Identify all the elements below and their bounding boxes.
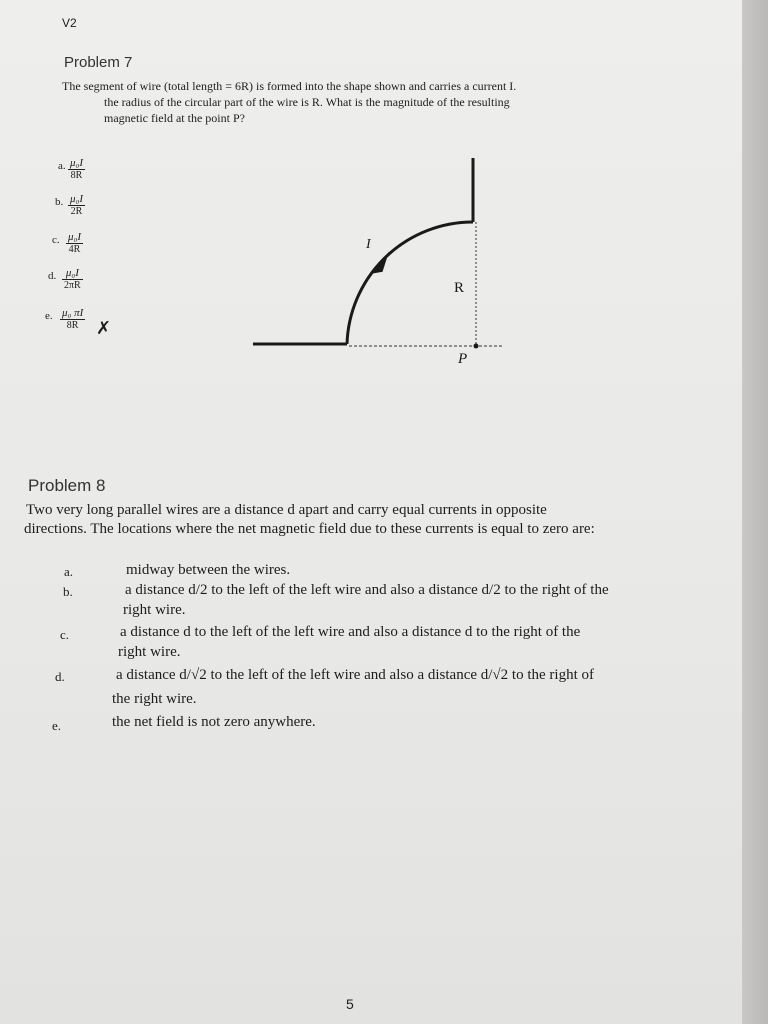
choice-e-fraction	[60, 307, 85, 331]
point-p-dot	[474, 344, 479, 349]
page-stack-edge	[742, 0, 768, 1024]
wire-shape-figure	[250, 150, 510, 380]
wire-path	[253, 158, 473, 344]
option-d-text-line-1: a distance d/√2 to the left of the left wire and also a distance d/√2 to the right of	[116, 667, 594, 683]
option-letter: c.	[60, 627, 70, 642]
page-number: 5	[346, 996, 354, 1012]
fraction-denominator: 2πR	[64, 280, 81, 291]
handwritten-cross-mark: ✗	[96, 318, 112, 338]
option-letter: d.	[55, 669, 65, 684]
choice-letter: d.	[48, 270, 57, 282]
problem-7-text-line-2: the radius of the circular part of the wire is R. What is the magnitude of the resulting	[104, 95, 510, 109]
point-p-label: P	[458, 351, 468, 367]
problem-7-text-line-1: The segment of wire (total length = 6R) is formed into the shape shown and carries a current I.	[62, 79, 517, 93]
fraction-numerator: μ₀I	[65, 267, 79, 279]
fraction-denominator: 8R	[68, 169, 85, 181]
option-a-text: midway between the wires.	[126, 562, 291, 578]
choice-letter: c.	[52, 234, 60, 246]
problem-7-text-line-3: magnetic field at the point P?	[104, 111, 245, 125]
radius-label: R	[454, 280, 465, 296]
option-e-text: the net field is not zero anywhere.	[112, 714, 316, 730]
choice-letter: b.	[55, 196, 64, 208]
fraction-denominator: 4R	[66, 243, 83, 255]
current-label: I	[366, 237, 371, 252]
version-label: V2	[62, 16, 77, 30]
option-c-text-line-2: right wire.	[118, 644, 181, 660]
choice-a-fraction	[68, 157, 85, 181]
fraction-numerator: μ₀I	[70, 157, 84, 169]
choice-b-fraction	[68, 193, 85, 217]
choice-letter: e.	[45, 310, 53, 322]
option-b-text-line-2: right wire.	[123, 602, 186, 618]
option-c-text-line-1: a distance d to the left of the left wire and also a distance d to the right of the	[120, 624, 581, 640]
fraction-numerator: μ₀I	[68, 231, 82, 243]
fraction-denominator: 8R	[60, 319, 85, 331]
option-letter: a.	[64, 564, 74, 579]
fraction-numerator: μ₀ πI	[62, 307, 84, 319]
choice-c-fraction	[66, 231, 83, 255]
fraction-denominator: 2R	[68, 205, 85, 217]
problem-8-title: Problem 8	[28, 476, 106, 495]
option-b-text-line-1: a distance d/2 to the left of the left wire and also a distance d/2 to the right of the	[125, 582, 609, 598]
problem-8-text-line-2: directions. The locations where the net magnetic field due to these currents is equal to zero are:	[24, 521, 595, 537]
fraction-numerator: μ₀I	[70, 193, 84, 205]
choice-letter: a.	[58, 160, 66, 172]
option-letter: e.	[52, 718, 62, 733]
option-letter: b.	[63, 584, 73, 599]
problem-7-title: Problem 7	[64, 54, 133, 71]
choice-d-fraction	[62, 267, 83, 291]
problem-8-text-line-1: Two very long parallel wires are a distance d apart and carry equal currents in opposite	[26, 502, 547, 518]
option-d-text-line-2: the right wire.	[112, 691, 197, 707]
